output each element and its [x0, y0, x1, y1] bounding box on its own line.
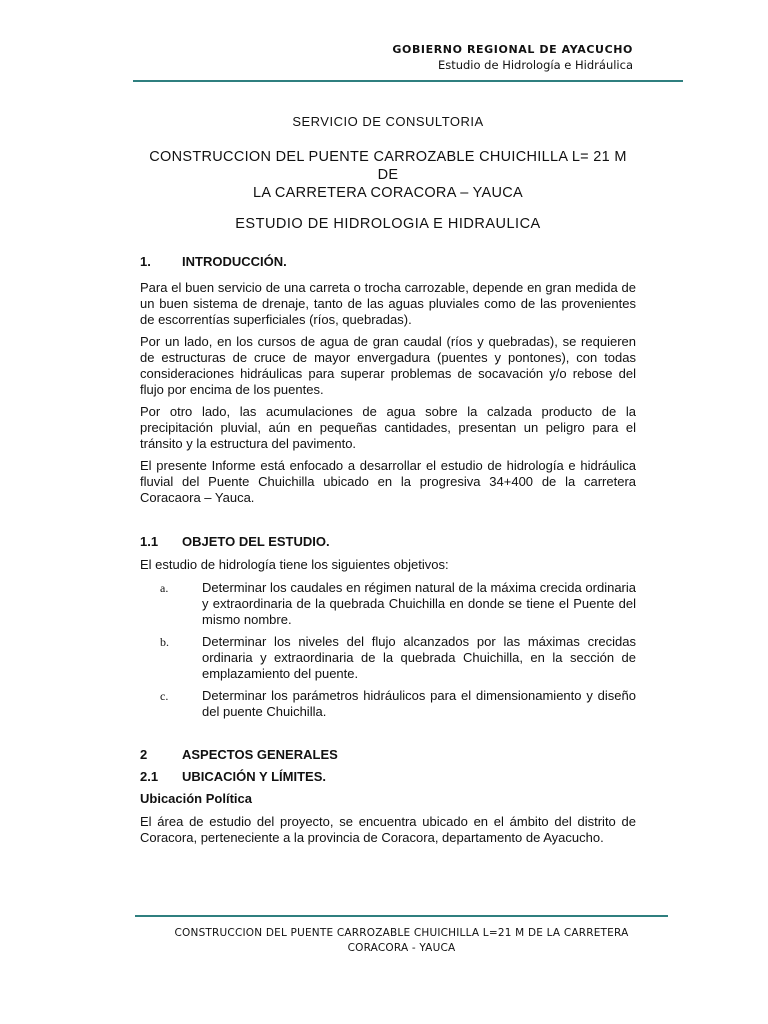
section-title: INTRODUCCIÓN. — [182, 254, 287, 269]
study-title: ESTUDIO DE HIDROLOGIA E HIDRAULICA — [235, 216, 541, 232]
list-marker: a. — [160, 581, 169, 595]
paragraph: Por un lado, en los cursos de agua de gran caudal (ríos y quebradas), se requieren de estructuras de cruce de mayor envergadura (puentes y pontones), con todas consideraciones hidráulicas para superar problemas de socavación y/o rebose del flujo por encima de los puentes. — [140, 334, 636, 397]
subheading: Ubicación Política — [140, 791, 252, 806]
paragraph: El área de estudio del proyecto, se encuentra ubicado en el ámbito del distrito de Coracora, perteneciente a la provincia de Coracora, departamento de Ayacucho. — [140, 814, 636, 845]
objectives-list — [140, 580, 636, 720]
header-divider — [133, 80, 683, 82]
section-title: UBICACIÓN Y LÍMITES. — [182, 769, 326, 784]
paragraph: Para el buen servicio de una carreta o trocha carrozable, depende en gran medida de un buen sistema de drenaje, tanto de las aguas pluviales como de las provenientes de escorrentías superficiales (ríos, quebradas). — [140, 280, 636, 327]
list-item — [140, 580, 636, 628]
section-title: OBJETO DEL ESTUDIO. — [182, 534, 330, 549]
project-title-line1: CONSTRUCCION DEL PUENTE CARROZABLE CHUICHILLA L= 21 M DE — [149, 149, 627, 183]
paragraph: El estudio de hidrología tiene los siguientes objetivos: — [140, 557, 449, 572]
list-item — [140, 688, 636, 720]
header-organization: GOBIERNO REGIONAL DE AYACUCHO — [392, 43, 633, 56]
list-item-text: Determinar los niveles del flujo alcanzados por las máximas crecidas ordinaria y extraordinaria de la quebrada Chuichilla, en la sección de emplazamiento del puente. — [202, 634, 636, 681]
project-title-line2: LA CARRETERA CORACORA – YAUCA — [252, 185, 524, 201]
list-item — [140, 634, 636, 682]
section-2-1-heading — [140, 769, 636, 785]
section-1-1-heading — [140, 534, 636, 550]
section-number: 2.1 — [140, 769, 159, 784]
list-marker: b. — [160, 635, 169, 649]
list-item-text: Determinar los parámetros hidráulicos para el dimensionamiento y diseño del puente Chuichilla. — [202, 688, 636, 719]
header-study-title: Estudio de Hidrología e Hidráulica — [437, 58, 633, 72]
section-1-heading — [140, 254, 636, 270]
section-2-heading — [140, 747, 636, 763]
footer-divider — [135, 915, 668, 917]
section-number: 1.1 — [140, 534, 159, 549]
list-marker: c. — [160, 689, 169, 703]
footer — [135, 926, 668, 956]
paragraph: El presente Informe está enfocado a desarrollar el estudio de hidrología e hidráulica fluvial del Puente Chuichilla ubicado en la progresiva 34+400 de la carretera Coracaora – Yauca. — [140, 458, 636, 505]
project-title — [140, 148, 636, 202]
paragraph: Por otro lado, las acumulaciones de agua sobre la calzada producto de la precipitación pluvial, aún en pequeñas cantidades, presentan un peligro para el tránsito y la estructura del pavimento. — [140, 404, 636, 451]
list-item-text: Determinar los caudales en régimen natural de la máxima crecida ordinaria y extraordinaria de la quebrada Chuichilla en donde se tiene el Puente del mismo nombre. — [202, 580, 636, 627]
footer-line2: CORACORA - YAUCA — [347, 942, 456, 954]
page-body — [140, 110, 636, 846]
section-number: 1. — [140, 254, 151, 269]
footer-line1: CONSTRUCCION DEL PUENTE CARROZABLE CHUICHILLA L=21 M DE LA CARRETERA — [174, 927, 629, 939]
section-number: 2 — [140, 747, 148, 762]
service-title: SERVICIO DE CONSULTORIA — [292, 114, 484, 129]
section-title: ASPECTOS GENERALES — [182, 747, 338, 762]
